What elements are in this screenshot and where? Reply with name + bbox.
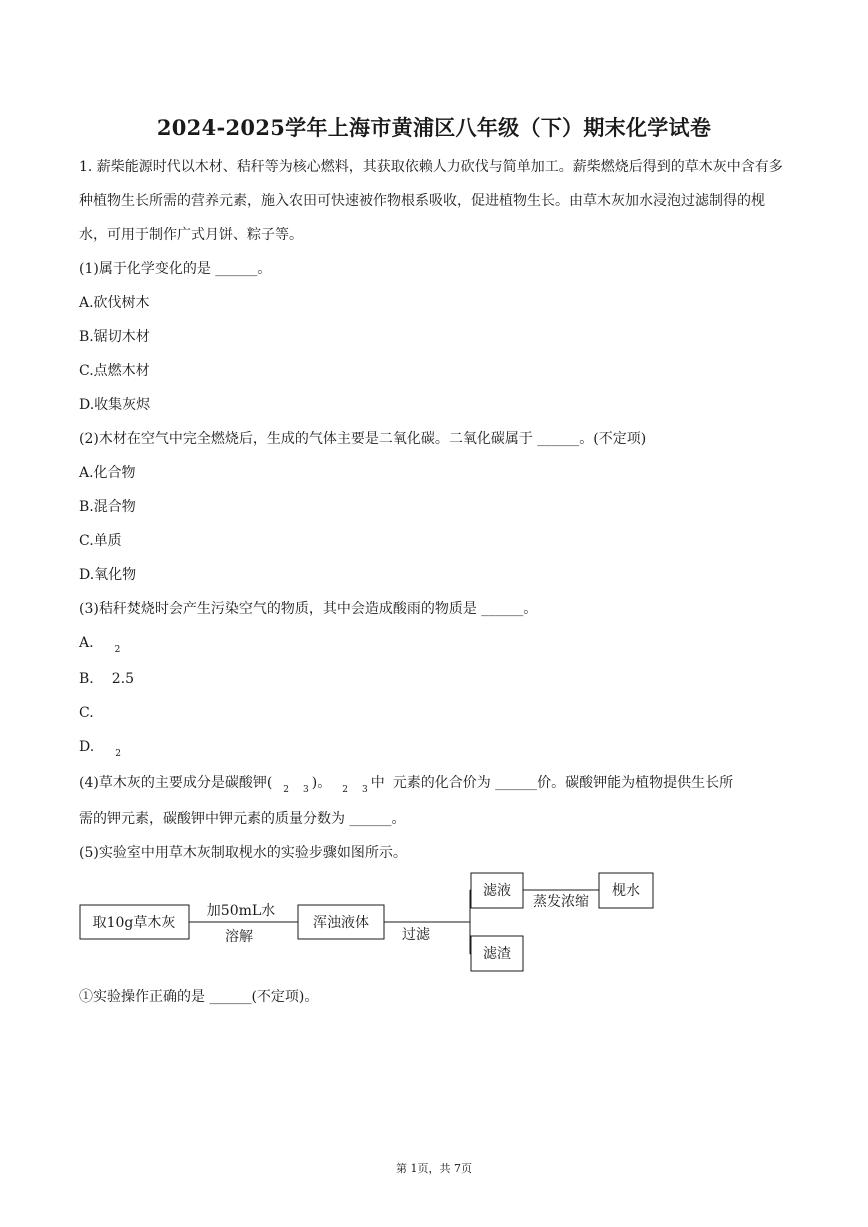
option-3c <box>79 696 791 730</box>
option-3d-label: D. <box>79 739 95 755</box>
flow-arrow1-top-label: 加50mL水 <box>206 903 276 919</box>
option-1c: C.点燃木材 <box>79 363 150 379</box>
sub-question-4-text-c: 中 <box>370 775 385 791</box>
option-3a <box>79 626 791 662</box>
flow-residue-label: 滤渣 <box>483 946 511 962</box>
option-3a-subscript: 2 <box>114 645 121 655</box>
sub-question-4-line-1 <box>79 766 791 802</box>
flow-arrow2-top-label: 蒸发浓缩 <box>533 894 589 910</box>
option-2d: D.氧化物 <box>79 567 137 583</box>
sub-question-4-text-a: (4)草木灰的主要成分是碳酸钾( <box>79 775 273 791</box>
option-2c: C.单质 <box>79 533 122 549</box>
sub-question-4-line-2: 需的钾元素，碳酸钾中钾元素的质量分数为 ______。 <box>79 811 406 827</box>
option-2b: B.混合物 <box>79 499 136 515</box>
flow-product-label: 枧水 <box>612 883 640 899</box>
sub-question-4-text-d: 元素的化合价为 ______价。碳酸钾能为植物提供生长所 <box>392 775 734 791</box>
option-3c-label: C. <box>79 705 94 721</box>
flow-filtrate-label: 滤液 <box>483 883 511 899</box>
sub-question-5-stem: (5)实验室中用草木灰制取枧水的实验步骤如图所示。 <box>79 845 407 861</box>
sub4-subscript-3b: 3 <box>361 785 368 795</box>
sub4-subscript-2b: 2 <box>342 785 348 795</box>
option-1d: D.收集灰烬 <box>79 397 151 413</box>
option-3b-label: B. <box>79 671 94 687</box>
flow-filter-label: 过滤 <box>402 927 430 943</box>
experiment-flow-diagram <box>79 868 679 978</box>
option-2a: A.化合物 <box>79 465 136 481</box>
sub4-subscript-3: 3 <box>303 785 309 795</box>
page-footer: 第 1页，共 7页 <box>396 1162 472 1175</box>
flow-arrow1-bottom-label: 溶解 <box>225 929 253 945</box>
sub4-subscript-2: 2 <box>283 785 290 795</box>
option-3b <box>79 662 791 696</box>
option-3d-subscript: 2 <box>115 749 121 759</box>
question-1-intro: 1. 薪柴能源时代以木材、秸秆等为核心燃料，其获取依赖人力砍伐与简单加工。薪柴燃烧后得到的草木灰中含有多种植物生长所需的营养元素，施入农田可快速被作物根系吸收，促进植物生长。由草木灰加水浸泡过滤制得的枧水，可用于制作广式月饼、粽子等。 <box>79 159 783 243</box>
flow-middle-label: 浑浊液体 <box>313 915 369 931</box>
question-1 <box>79 150 791 870</box>
sub-question-5-part <box>79 980 791 1014</box>
sub-question-2-stem: (2)木材在空气中完全燃烧后，生成的气体主要是二氧化碳。二氧化碳属于 ______。(不定项) <box>79 431 647 447</box>
sub-question-3-stem: (3)秸秆焚烧时会产生污染空气的物质，其中会造成酸雨的物质是 ______。 <box>79 601 538 617</box>
option-3b-extra: 2.5 <box>111 671 135 687</box>
option-3d <box>79 730 791 766</box>
sub-question-4-text-b: )。 <box>311 775 332 791</box>
sub-question-1-stem: (1)属于化学变化的是 ______。 <box>79 261 272 277</box>
flow-start-label: 取10g草木灰 <box>92 915 176 931</box>
sub-question-5-q1: ①实验操作正确的是 ______(不定项)。 <box>79 989 319 1005</box>
option-1b: B.锯切木材 <box>79 329 150 345</box>
option-3a-label: A. <box>79 635 94 651</box>
option-1a: A.砍伐树木 <box>79 295 150 311</box>
page-title: 2024-2025学年上海市黄浦区八年级（下）期末化学试卷 <box>156 115 712 140</box>
